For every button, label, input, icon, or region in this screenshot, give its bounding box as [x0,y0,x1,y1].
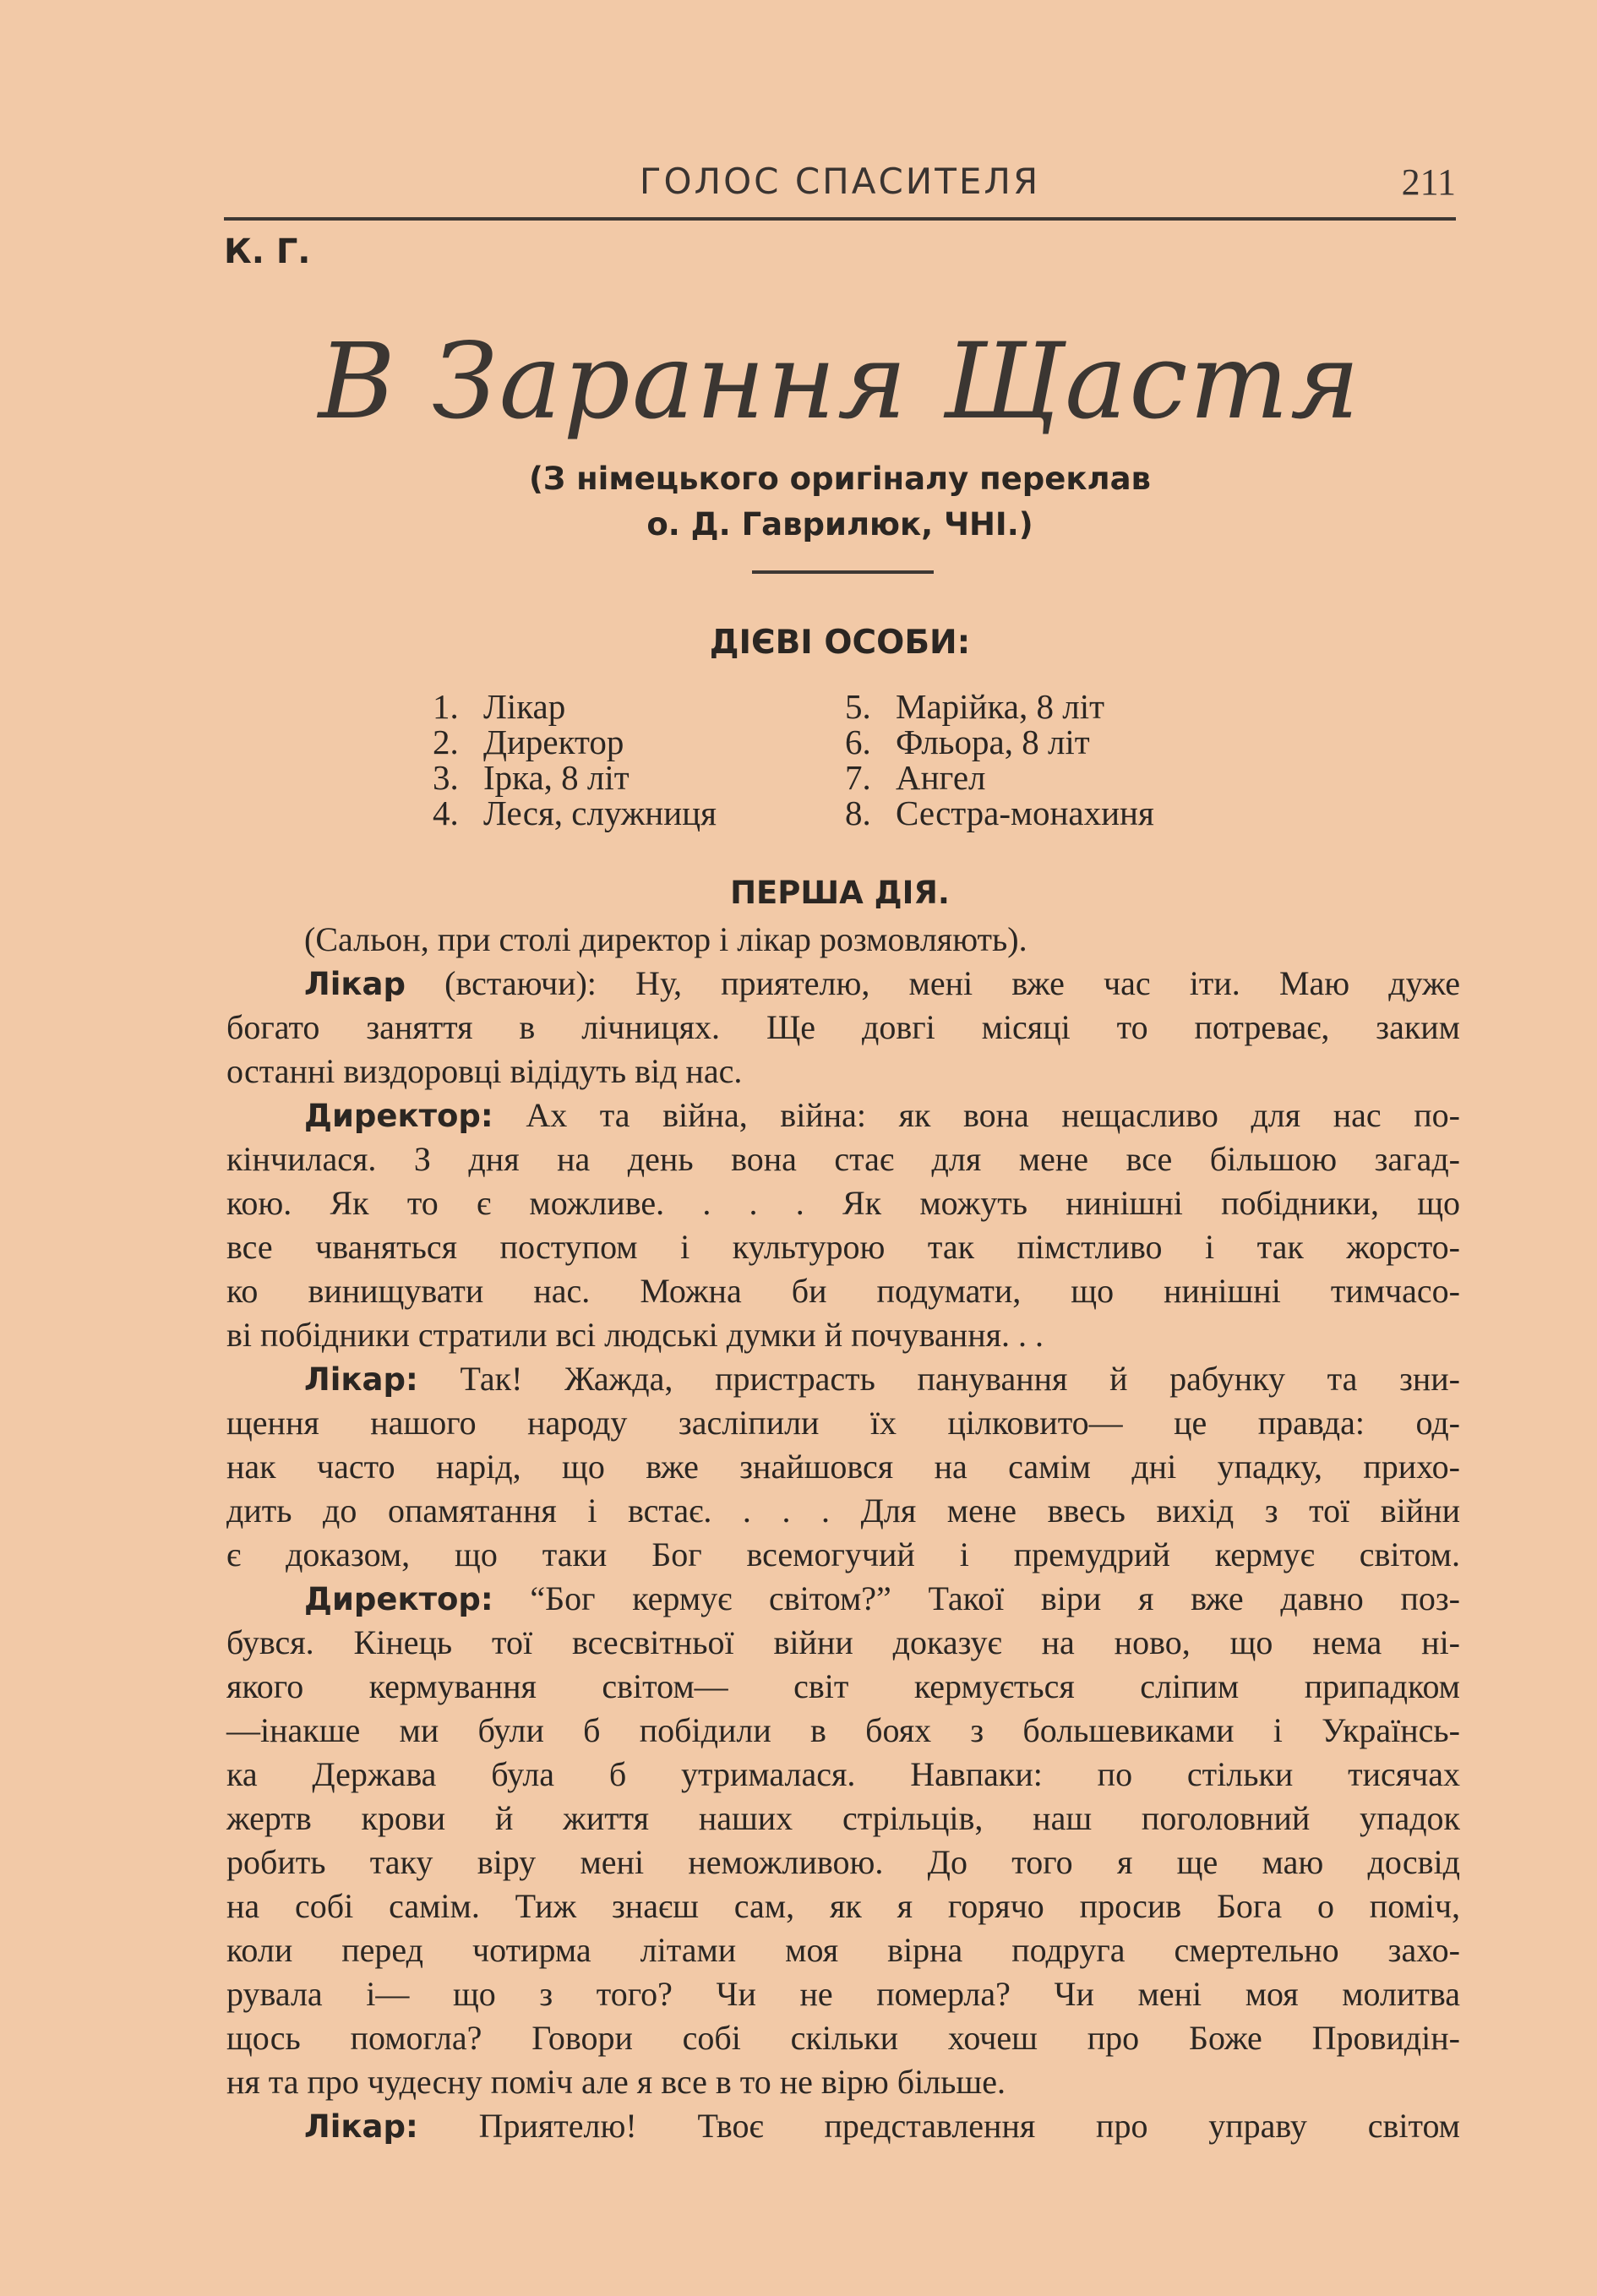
line-text: (Сальон, при столі директор і лікар розмовляють). [304,920,1027,958]
text-line [226,1093,1460,1137]
cast-name: Сестра-монахиня [896,794,1154,832]
section-divider [752,570,934,574]
text-line [226,1181,1460,1225]
cast-number: 4. [433,794,459,832]
page-number: 211 [1401,161,1456,203]
speaker-name: Директор: [304,1581,493,1617]
text-line [226,918,1460,962]
line-text: нак часто нарід, що вже знайшовся на самім дні упадку, прихо- [226,1448,1460,1486]
running-title: ГОЛОС СПАСИТЕЛЯ [639,161,1041,202]
cast-member [845,795,1154,831]
text-line [226,1533,1460,1577]
play-text [226,918,1460,2148]
cast-number: 7. [845,758,871,797]
speaker-name: Лікар [304,966,406,1002]
cast-number: 3. [433,758,459,797]
line-text: на собі самім. Тиж знаєш сам, як я горячо просив Бога о поміч, [226,1887,1460,1925]
text-line [226,1928,1460,1972]
line-text: Приятелю! Твоє представлення про управу світом [417,2107,1460,2145]
line-text: ві побідники стратили всі людські думки й почування. . . [226,1316,1044,1354]
line-text: щось помогла? Говори собі скільки хочеш про Боже Провидін- [226,2019,1460,2057]
header-rule [224,217,1456,221]
line-text: все чваняться поступом і культурою так пімстливо і так жорсто- [226,1228,1460,1266]
line-text: є доказом, що таки Бог всемогучий і премудрий кермує світом. [226,1535,1460,1573]
line-text: Ах та війна, війна: як вона нещасливо для нас по- [493,1096,1460,1134]
cast-member [845,760,1154,795]
line-text: ко винищувати нас. Можна би подумати, що нинішні тимчасо- [226,1272,1460,1310]
line-text: “Бог кермує світом?” Такої віри я вже давно поз- [493,1579,1460,1617]
line-text: останні виздоровці відідуть від нас. [226,1052,743,1090]
line-text: дить до опамятання і встає. . . . Для мене ввесь вихід з тої війни [226,1492,1460,1530]
line-text: (встаючи): Ну, приятелю, мені вже час іти. Маю дуже [405,964,1460,1002]
cast-name: Фльора, 8 літ [896,723,1090,761]
line-text: ня та про чудесну поміч але я все в то не вірю більше. [226,2063,1006,2101]
cast-name: Ангел [896,758,986,797]
text-line [226,1841,1460,1884]
text-line [226,2104,1460,2148]
author-initials: К. Г. [224,232,311,271]
cast-number: 5. [845,687,871,726]
cast-number: 6. [845,723,871,761]
cast-member [433,724,717,760]
text-line [226,1225,1460,1269]
text-line [226,1445,1460,1489]
cast-name: Лікар [483,687,566,726]
text-line [226,1665,1460,1709]
cast-number: 1. [433,687,459,726]
cast-number: 2. [433,723,459,761]
text-line [226,1577,1460,1621]
line-text: кінчилася. З дня на день вона стає для мене все більшою загад- [226,1140,1460,1178]
text-line [226,1884,1460,1928]
cast-member [433,689,717,724]
line-text: якого кермування світом— світ кермується сліпим припадком [226,1667,1460,1705]
cast-heading: ДІЄВІ ОСОБИ: [709,624,971,662]
line-text: робить таку віру мені неможливою. До того я ще маю досвід [226,1843,1460,1881]
text-line [226,962,1460,1006]
text-line [226,1401,1460,1445]
text-line [226,1269,1460,1313]
text-line [226,1006,1460,1050]
line-text: жертв крови й життя наших стрільців, наш поголовний упадок [226,1799,1460,1837]
act-heading: ПЕРША ДІЯ. [730,875,950,911]
text-line [226,1313,1460,1357]
text-line [226,1797,1460,1841]
cast-list-right [845,689,1154,831]
line-text: бувся. Кінець тої всесвітньої війни доказує на ново, що нема ні- [226,1623,1460,1661]
line-text: коли перед чотирма літами моя вірна подруга смертельно захо- [226,1931,1460,1969]
article-title: В Зарання Щастя [318,321,1362,443]
text-line [226,1137,1460,1181]
cast-member [433,795,717,831]
cast-member [845,724,1154,760]
cast-name: Марійка, 8 літ [896,687,1105,726]
line-text: кою. Як то є можливе. . . . Як можуть нинішні побідники, що [226,1184,1460,1222]
text-line [226,2060,1460,2104]
cast-name: Директор [483,723,624,761]
text-line [226,1709,1460,1753]
cast-name: Ірка, 8 літ [483,758,630,797]
line-text: щення нашого народу засліпили їх цілковито— це правда: од- [226,1404,1460,1442]
text-line [226,1489,1460,1533]
cast-number: 8. [845,794,871,832]
text-line [226,1753,1460,1797]
text-line [226,1972,1460,2016]
subtitle-line: (З німецького оригіналу переклав [529,461,1151,497]
cast-member [433,760,717,795]
text-line [226,1050,1460,1093]
cast-name: Леся, служниця [483,794,717,832]
subtitle-line: о. Д. Гаврилюк, ЧНІ.) [646,506,1033,543]
line-text: —інакше ми були б побідили в боях з большевиками і Українсь- [226,1711,1460,1749]
text-line [226,1357,1460,1401]
text-line [226,2016,1460,2060]
speaker-name: Лікар: [304,2108,418,2145]
page-header [224,161,1456,220]
cast-member [845,689,1154,724]
cast-list-left [433,689,717,831]
line-text: богато заняття в лічницях. Ще довгі місяці то потреває, заким [226,1008,1460,1046]
speaker-name: Директор: [304,1098,493,1134]
line-text: ка Держава була б утрималася. Навпаки: по стільки тисячах [226,1755,1460,1793]
speaker-name: Лікар: [304,1361,418,1398]
article-subtitle [224,456,1456,548]
line-text: Так! Жажда, пристрасть панування й рабунку та зни- [417,1360,1460,1398]
line-text: рувала і— що з того? Чи не померла? Чи мені моя молитва [226,1975,1460,2013]
text-line [226,1621,1460,1665]
